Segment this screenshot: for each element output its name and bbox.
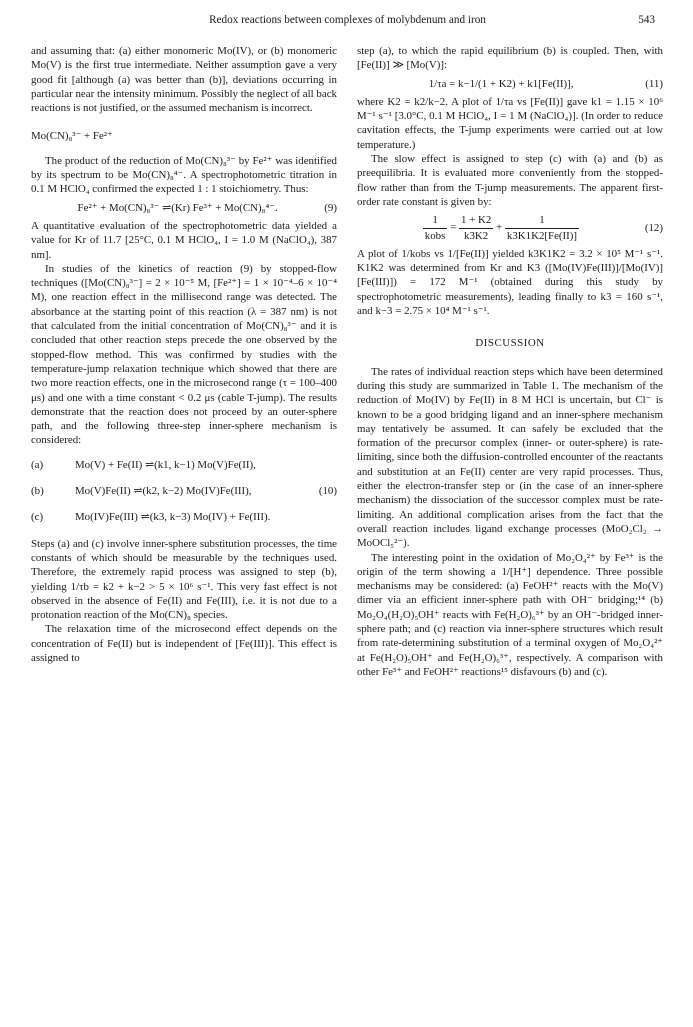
paragraph: step (a), to which the rapid equilibrium (b) is coupled. Then, with [Fe(II)] ≫ [Mo(V)]: xyxy=(357,45,663,72)
paragraph: and assuming that: (a) either monomeric Mo(IV), or (b) monomeric Mo(V) is the first true intermediate. Neither assumption gave a very good fit [although (a) was better than (b)], deviations occurring in particular near the intensity minimum. Possibly the neglect of all back reactions is not justified, or the assumed mechanism is incorrect. xyxy=(31,45,337,115)
fraction: $\frac{1}{\text{kobs}}$ xyxy=(424,214,446,242)
page-number: 543 xyxy=(638,14,655,26)
equation-label: (c) xyxy=(31,511,44,524)
equation-11 xyxy=(357,77,663,91)
paragraph: The product of the reduction of Mo(CN)₈³⁻ by Fe²⁺ was identified by its spectrum to be Mo(CN)₈⁴⁻. A spectrophotometric titration in 0.1 M HClO₄ confirmed the expected 1 : 1 stoichiometry. Thus: xyxy=(31,154,337,196)
page-header xyxy=(40,14,655,32)
subsection-heading: Mo(CN)₈³⁻ + Fe²⁺ xyxy=(31,130,113,143)
paragraph: Steps (a) and (c) involve inner-sphere substitution processes, the time constants of which should be measurable by the techniques used. Therefore, the extremely rapid process was assigned to step (b), yielding 1/τb = k2 + k−2 > 5 × 10⁶ s⁻¹. This very fast effect is not observed in the absence of Fe(II) and Fe(III), i.e. it is not due to a protonation reaction of the Mo(CN)₈ species. xyxy=(31,537,337,622)
equation-number: (10) xyxy=(318,485,337,498)
equation-10b xyxy=(31,484,337,498)
equation-body: 1/τa = k−1/(1 + K2) + k1[Fe(II)], xyxy=(428,77,574,90)
equation-12 xyxy=(357,213,663,243)
equation-body: Mo(V)Fe(II) ⇌(k2, k−2) Mo(IV)Fe(III), xyxy=(75,485,252,498)
equation-10c xyxy=(31,510,337,524)
fraction: $\frac{1 + K2}{k3K2}$ xyxy=(460,214,492,242)
equation-number: (11) xyxy=(645,77,663,90)
paragraph: The slow effect is assigned to step (c) with (a) and (b) as preequilibria. It is evaluated more conveniently from the stopped-flow rather than from the T-jump measurements. The apparent first-order rate constant is given by: xyxy=(357,153,663,208)
equation-number: (12) xyxy=(644,221,663,234)
equation-label: (a) xyxy=(31,458,44,471)
right-column xyxy=(357,44,663,679)
equation-body: Fe²⁺ + Mo(CN)₈³⁻ ⇌(Kr) Fe³⁺ + Mo(CN)₈⁴⁻. xyxy=(77,201,278,214)
paragraph: The rates of individual reaction steps which have been determined during this study are summarized in Table 1. The mechanism of the reduction of Mo(IV) by Fe(II) in 8 M HCl is uncertain, but Cl⁻ is known to be a good bridging ligand and an inner-sphere mechanism may tentatively be assumed. It can safely be excluded that the formation of the precursor complex (inner- or outer-sphere) is rate-limiting, since both the diffusion-controlled encounter of the reactants and substitution at an Fe(II) center are very rapid processes. Thus, either the electron-transfer step or (in the case of an inner-sphere mechanism) the dissociation of the successor complex must be rate-limiting. An additional complication arises from the fact that the overall reaction includes ligand exchange processes (MoO₂Cl₂ → MoOCl₅²⁻). xyxy=(357,365,663,550)
equation-body: $\frac{1}{\text{kobs}}$ = $\frac{1 + K2}{k3K2}$ + $\frac{1}{k3K1K2[Fe(II)]}$ xyxy=(424,214,578,242)
equation-body: Mo(V) + Fe(II) ⇌(k1, k−1) Mo(V)Fe(II), xyxy=(75,458,256,471)
equation-10a xyxy=(31,458,337,472)
paragraph: where K2 = k2/k−2. A plot of 1/τa vs [Fe(II)] gave k1 = 1.15 × 10⁶ M⁻¹ s⁻¹ [3.0°C, 0.1 M HClO₄, I = 1 M (NaClO₄)]. (In order to reduce cavitation effects, the T-jump experiments were carried out at low temperature.) xyxy=(357,95,663,151)
section-heading: DISCUSSION xyxy=(475,337,545,350)
paragraph: In studies of the kinetics of reaction (9) by stopped-flow techniques ([Mo(CN)₈³⁻] = 2 × 10⁻⁵ M, [Fe²⁺] = 1 × 10⁻⁴–6 × 10⁻⁴ M), one reaction effect in the millisecond range was detected. The absorbance at the starting point of this reaction (λ = 387 nm) is not that calculated from the initial concentration of Mo(CN)₈³⁻ and it is concluded that other reaction steps precede the one observed by the stopped-flow method. This was confirmed by studies with the temperature-jump relaxation technique which showed that there are two more reaction effects, one in the microsecond range (τ = 100–400 μs) and one with a time constant < 0.2 μs (cable T-jump). The results demonstrate that the reaction does not proceed by an outer-sphere path, and the following three-step inner-sphere mechanism is considered: xyxy=(31,262,337,447)
fraction: $\frac{1}{k3K1K2[Fe(II)]}$ xyxy=(506,214,578,242)
running-title: Redox reactions between complexes of molybdenum and iron xyxy=(209,14,486,26)
paragraph: A plot of 1/kobs vs 1/[Fe(II)] yielded k3K1K2 = 3.2 × 10⁵ M⁻¹ s⁻¹. K1K2 was determined from Kr and K3 ([Mo(IV)Fe(III)]/[Mo(IV)][Fe(III)]) = 172 M⁻¹ (obtained during this study by spectrophotometric measurements), leading finally to k3 = 160 s⁻¹, and k−3 = 2.75 × 10⁴ M⁻¹ s⁻¹. xyxy=(357,247,663,318)
equation-number: (9) xyxy=(324,201,337,214)
paragraph: A quantitative evaluation of the spectrophotometric data yielded a value for Kr of 11.7 [25°C, 0.1 M HClO₄, I = 1.0 M (NaClO₄), 387 nm]. xyxy=(31,219,337,261)
paragraph: The interesting point in the oxidation of Mo₂O₄²⁺ by Fe³⁺ is the origin of the term showing a 1/[H⁺] dependence. Three possible mechanisms may be considered: (a) FeOH²⁺ reacts with the Mo(V) dimer via an efficient inner-sphere path with OH⁻ bridging;¹⁴ (b) Mo₂O₄(H₂O)₅OH⁺ reacts with Fe(H₂O)₆³⁺ by an OH⁻-bridged inner-sphere path; and (c) reaction via inner-sphere structures which result from rate-determining substitution of a terminal oxygen of Mo₂O₄²⁺ at Fe(H₂O)₅OH⁺ and Fe(H₂O)₆³⁺, respectively. A comparison with other Fe³⁺ and FeOH²⁺ reactions¹⁵ disfavours (b) and (c). xyxy=(357,551,663,678)
equation-9 xyxy=(31,201,337,215)
left-column xyxy=(31,44,337,665)
equation-label: (b) xyxy=(31,485,44,498)
equation-body: Mo(IV)Fe(III) ⇌(k3, k−3) Mo(IV) + Fe(III). xyxy=(75,511,271,524)
paragraph: The relaxation time of the microsecond effect depends on the concentration of Fe(II) but is independent of [Fe(III)]. This effect is assigned to xyxy=(31,623,337,664)
